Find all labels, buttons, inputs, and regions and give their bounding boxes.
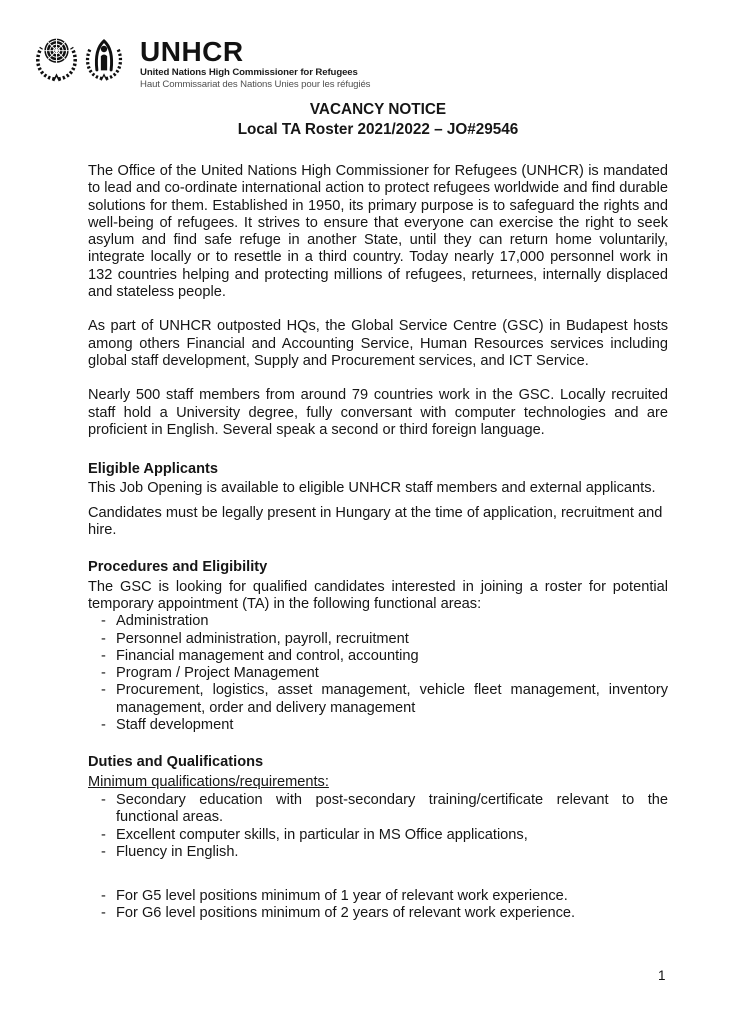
list-item: - Excellent computer skills, in particular in MS Office applications, xyxy=(88,827,668,844)
unhcr-logo xyxy=(35,36,370,90)
minimum-qualifications-list xyxy=(88,792,668,861)
list-item: - Staff development xyxy=(88,717,668,734)
document-body xyxy=(88,100,668,923)
document-title xyxy=(88,100,668,139)
minimum-qualifications-subheading: Minimum qualifications/requirements: xyxy=(88,773,329,790)
list-item: - Administration xyxy=(88,613,668,630)
paragraph-gsc: As part of UNHCR outposted HQs, the Global Service Centre (GSC) in Budapest hosts among others Financial and Accounting Service, Human Resources services including global staff development, Supply and Procurement services, and ICT Service. xyxy=(88,318,668,369)
list-item: - For G5 level positions minimum of 1 year of relevant work experience. xyxy=(88,888,668,905)
title-line-1: VACANCY NOTICE xyxy=(309,101,447,118)
eligible-paragraph-1: This Job Opening is available to eligible UNHCR staff members and external applicants. xyxy=(88,480,656,497)
list-item: - For G6 level positions minimum of 2 years of relevant work experience. xyxy=(88,905,668,922)
section-procedures-eligibility xyxy=(88,559,668,734)
list-item: - Financial management and control, accounting xyxy=(88,648,668,665)
paragraph-staff: Nearly 500 staff members from around 79 countries work in the GSC. Locally recruited staff hold a University degree, fully conversant with computer technologies and are proficient in English. Several speak a second or third foreign language. xyxy=(88,387,668,438)
logo-acronym: UNHCR xyxy=(140,36,244,67)
page-number: 1 xyxy=(658,968,666,983)
list-item: - Fluency in English. xyxy=(88,844,668,861)
eligible-paragraph-2: Candidates must be legally present in Hungary at the time of application, recruitment and hire. xyxy=(88,504,663,539)
un-emblem-icon xyxy=(35,36,78,82)
list-item: - Personnel administration, payroll, recruitment xyxy=(88,631,668,648)
duties-heading: Duties and Qualifications xyxy=(88,754,264,771)
unhcr-emblem-icon xyxy=(85,36,123,82)
logo-text-block xyxy=(140,36,370,90)
experience-requirements-list xyxy=(88,888,668,923)
logo-name-english: United Nations High Commissioner for Refugees xyxy=(140,67,358,78)
eligible-applicants-heading: Eligible Applicants xyxy=(88,461,219,478)
list-item: - Procurement, logistics, asset management, vehicle fleet management, inventory management, order and delivery management xyxy=(88,682,668,717)
functional-areas-list xyxy=(88,613,668,734)
list-item: - Program / Project Management xyxy=(88,665,668,682)
section-eligible-applicants xyxy=(88,461,668,539)
list-item: - Secondary education with post-secondary training/certificate relevant to the functional areas. xyxy=(88,792,668,827)
title-line-2: Local TA Roster 2021/2022 – JO#29546 xyxy=(237,120,519,138)
logo-name-french: Haut Commissariat des Nations Unies pour les réfugiés xyxy=(140,79,371,90)
section-duties-qualifications xyxy=(88,754,668,922)
procedures-intro: The GSC is looking for qualified candidates interested in joining a roster for potential temporary appointment (TA) in the following functional areas: xyxy=(88,578,668,612)
procedures-heading: Procedures and Eligibility xyxy=(88,559,268,576)
paragraph-intro: The Office of the United Nations High Commissioner for Refugees (UNHCR) is mandated to lead and co-ordinate international action to protect refugees worldwide and find durable solutions for them. Established in 1950, its primary purpose is to safeguard the rights and well-being of refugees. It strives to ensure that everyone can exercise the right to seek asylum and find safe refuge in another State, until they can return home voluntarily, integrate locally or to resettle in a third country. Today nearly 17,000 personnel work in 132 countries helping and protecting millions of refugees, returnees, internally displaced and stateless people. xyxy=(88,163,668,301)
